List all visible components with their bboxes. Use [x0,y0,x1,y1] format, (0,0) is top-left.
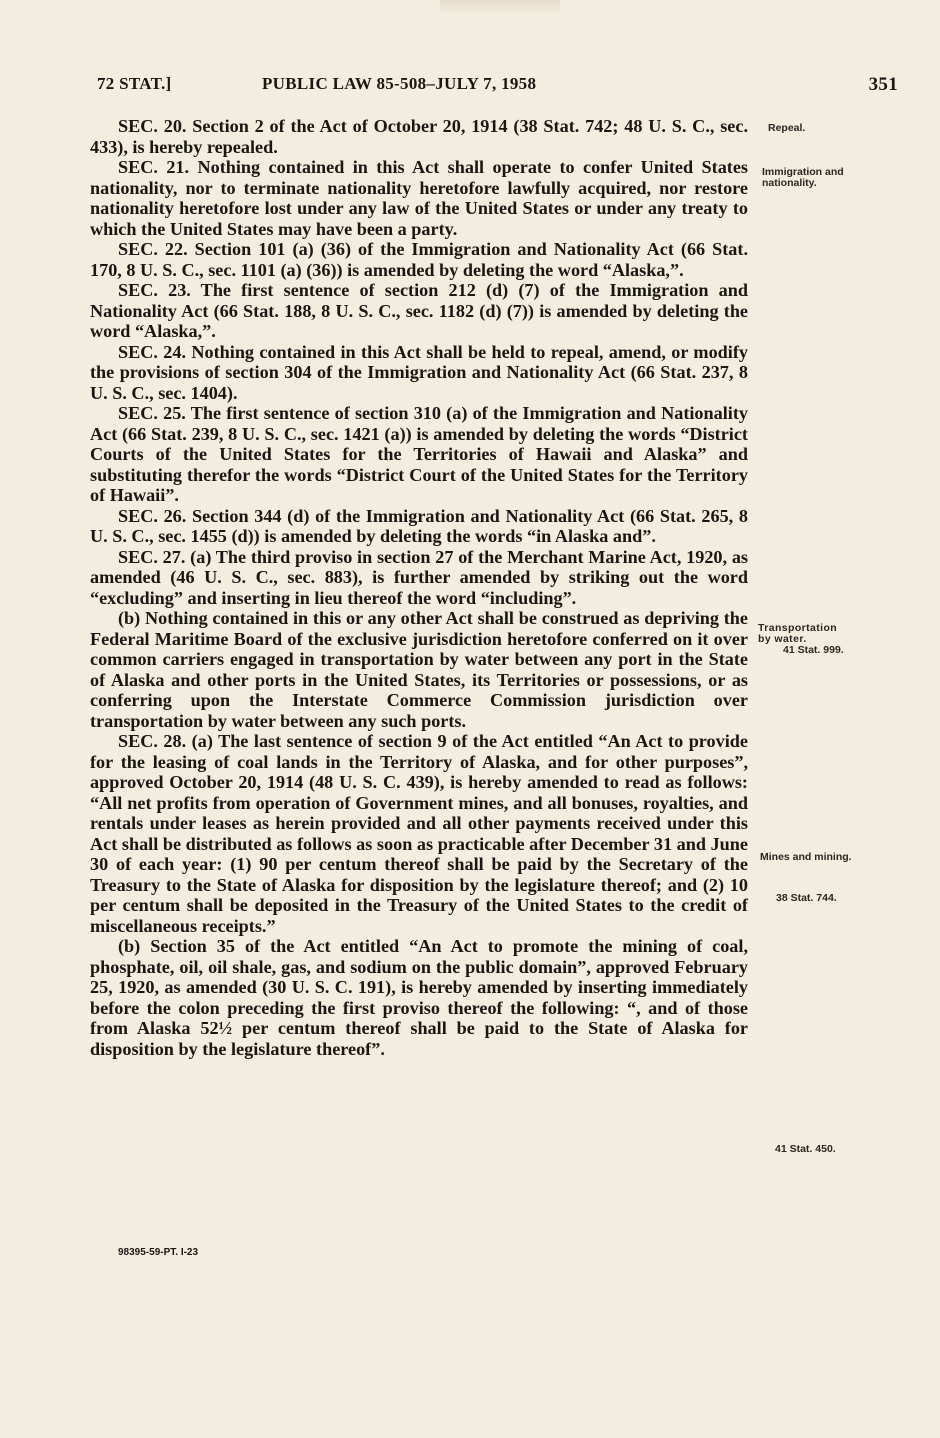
section-20: SEC. 20. Section 2 of the Act of October 20, 1914 (38 Stat. 742; 48 U. S. C., sec. 433), is hereby repealed. [90,116,748,157]
section-27a: SEC. 27. (a) The third proviso in section 27 of the Merchant Marine Act, 1920, as amended (46 U. S. C., sec. 883), is further amended by striking out the word “excluding” and inserting in lieu thereof the word “including”. [90,546,748,608]
margin-note-stat-999: 41 Stat. 999. [783,644,844,656]
section-21: SEC. 21. Nothing contained in this Act shall operate to confer United States nationality, nor to terminate nationality heretofore lawfully acquired, nor restore nationality heretofore lost under any law of the United States or under any treaty to which the United States may have been a party. [90,157,748,239]
section-22: SEC. 22. Section 101 (a) (36) of the Immigration and Nationality Act (66 Stat. 170, 8 U. S. C., sec. 1101 (a) (36)) is amended by deleting the word “Alaska,”. [90,239,748,280]
header-stat-volume: 72 STAT.] [97,74,172,93]
section-23: SEC. 23. The first sentence of section 212 (d) (7) of the Immigration and Nationality Act (66 Stat. 188, 8 U. S. C., sec. 1182 (d) (7)) is amended by deleting the word “Alaska,”. [90,280,748,341]
page-number: 351 [868,74,898,95]
section-24: SEC. 24. Nothing contained in this Act shall be held to repeal, amend, or modify the provisions of section 304 of the Immigration and Nationality Act (66 Stat. 237, 8 U. S. C., sec. 1404). [90,341,748,403]
margin-note-stat-450: 41 Stat. 450. [775,1143,836,1155]
section-28a: SEC. 28. (a) The last sentence of section 9 of the Act entitled “An Act to provide for the leasing of coal lands in the Territory of Alaska, and for other purposes”, approved October 20, 1914 (48 U. S. C. 439), is hereby amended to read as follows: “All net profits from operation of Government mines, and all bonuses, royalties, and rentals under leases as herein provided and all other payments received under this Act shall be distributed as follows as soon as practicable after December 31 and June 30 of each year: (1) 90 per centum thereof shall be paid by the Secretary of the Treasury to the State of Alaska for disposition by the legislature thereof; and (2) 10 per centum shall be deposited in the Treasury of the United States to the credit of miscellaneous receipts.” [90,731,748,936]
header-law-title: PUBLIC LAW 85-508–JULY 7, 1958 [262,74,537,93]
margin-note-immigration: Immigration and nationality. [762,166,844,189]
paper-stain [440,0,560,14]
margin-note-stat-744: 38 Stat. 744. [776,892,837,904]
body-text [90,116,748,1059]
printing-code: 98395-59-PT. I-23 [118,1247,199,1258]
section-26: SEC. 26. Section 344 (d) of the Immigration and Nationality Act (66 Stat. 265, 8 U. S. C., sec. 1455 (d)) is amended by deleting the words “in Alaska and”. [90,505,748,546]
section-28b: (b) Section 35 of the Act entitled “An Act to promote the mining of coal, phosphate, oil, oil shale, gas, and sodium on the public domain”, approved February 25, 1920, as amended (30 U. S. C. 191), is hereby amended by inserting immediately before the colon preceding the first proviso thereof the following: “, and of those from Alaska 52½ per centum thereof shall be paid to the State of Alaska for disposition by the legislature thereof”. [90,936,748,1059]
margin-note-repeal: Repeal. [768,122,806,134]
margin-note-transportation: Transportation by water. [758,622,838,645]
margin-note-mines: Mines and mining. [760,851,852,863]
section-27b: (b) Nothing contained in this or any other Act shall be construed as depriving the Federal Maritime Board of the exclusive jurisdiction heretofore conferred on it over common carriers engaged in transportation by water between any port in the State of Alaska and other ports in the United States, its Territories or possessions, or as conferring upon the Interstate Commerce Commission jurisdiction over transportation by water between any such ports. [90,608,748,731]
section-25: SEC. 25. The first sentence of section 310 (a) of the Immigration and Nationality Act (66 Stat. 239, 8 U. S. C., sec. 1421 (a)) is amended by deleting the words “District Courts of the United States for the Territories of Hawaii and Alaska” and substituting therefor the words “District Court of the United States for the Territory of Hawaii”. [90,403,748,505]
